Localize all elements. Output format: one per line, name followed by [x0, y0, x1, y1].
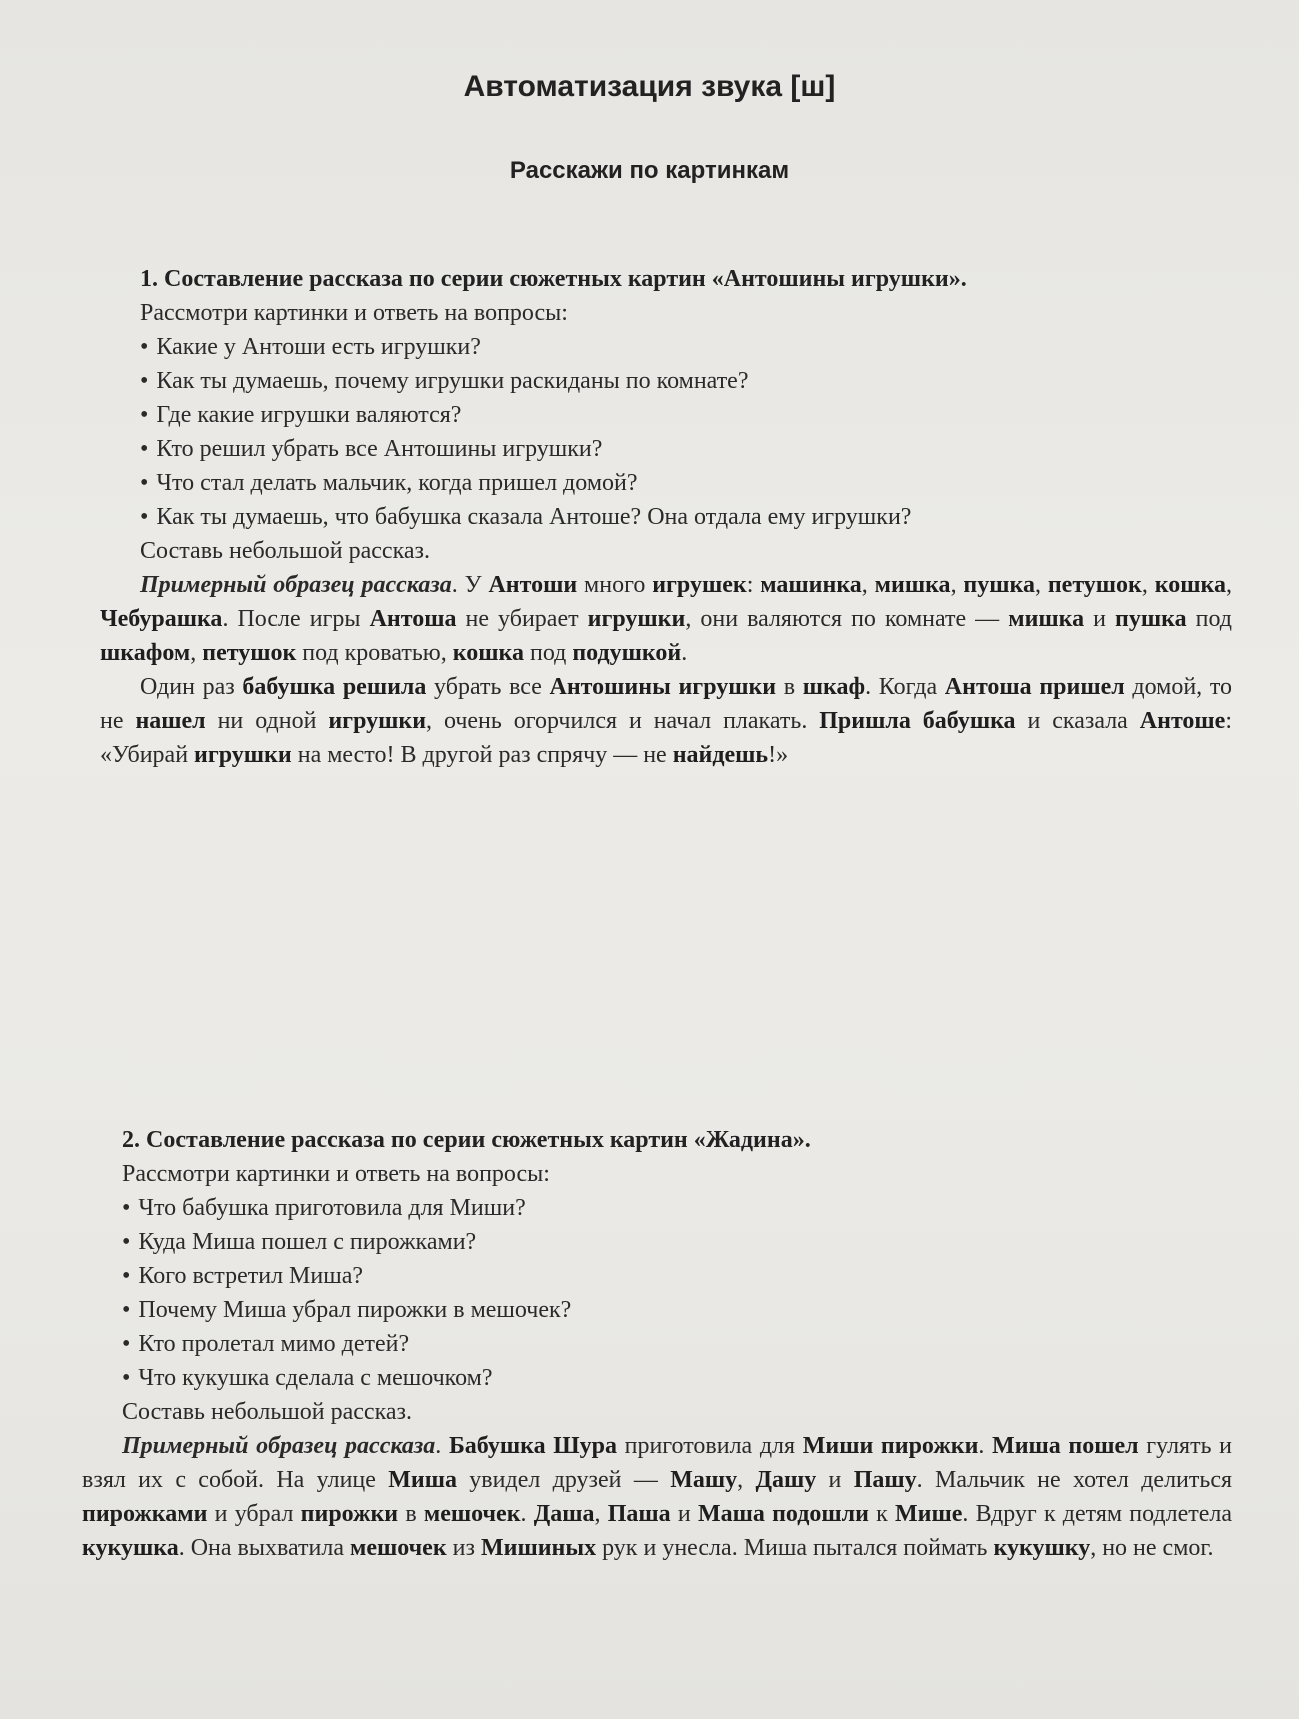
emphasized-word: кошка — [1154, 572, 1226, 598]
text-run: , — [1034, 572, 1048, 598]
sample-label: Примерный образец рассказа — [140, 572, 452, 598]
question-item: • Как ты думаешь, почему игрушки раскиданы по комнате? — [140, 364, 1232, 398]
text-run: приготовила для — [616, 1433, 803, 1459]
emphasized-word: шкаф — [802, 674, 866, 700]
question-item: • Как ты думаешь, что бабушка сказала Антоше? Она отдала ему игрушки? — [140, 500, 1232, 534]
emphasized-word: найдешь — [672, 742, 769, 768]
emphasized-word: пирожками — [82, 1501, 208, 1527]
emphasized-word: Мишиных — [480, 1535, 597, 1561]
question-item: • Где какие игрушки валяются? — [140, 398, 1232, 432]
emphasized-word: Антоша пришел — [944, 674, 1125, 700]
text-run: из — [446, 1535, 481, 1561]
exercise-1-prompt: Рассмотри картинки и ответь на вопросы: — [140, 300, 568, 326]
emphasized-word: мешочек — [423, 1501, 521, 1527]
text-run: под — [523, 640, 573, 666]
text-run: , — [950, 572, 964, 598]
text-run: на место! В другой раз спрячу — не — [291, 742, 673, 768]
text-run: убрать все — [426, 674, 550, 700]
text-run: в — [398, 1501, 424, 1527]
text-run: . У — [451, 572, 489, 598]
text-run: много — [577, 572, 653, 598]
text-run: . — [435, 1433, 449, 1459]
emphasized-word: игрушки — [587, 606, 686, 632]
text-run: , — [861, 572, 875, 598]
text-run: . — [681, 640, 688, 666]
text-run: . — [978, 1433, 993, 1459]
question-item: • Что стал делать мальчик, когда пришел домой? — [140, 466, 1232, 500]
exercise-2-prompt: Рассмотри картинки и ответь на вопросы: — [122, 1161, 550, 1187]
emphasized-word: игрушки — [194, 742, 292, 768]
exercise-2-story-paragraph-1 — [82, 1429, 1232, 1565]
emphasized-word: мишка — [874, 572, 951, 598]
emphasized-word: пушка — [963, 572, 1035, 598]
text-run: и убрал — [207, 1501, 301, 1527]
emphasized-word: мешочек — [350, 1535, 447, 1561]
text-run: и — [816, 1467, 854, 1493]
text-run: Один раз — [140, 674, 243, 700]
question-item: • Куда Миша пошел с пирожками? — [122, 1225, 1232, 1259]
text-run: рук и унесла. Миша пытался поймать — [596, 1535, 994, 1561]
page-subtitle: Расскажи по картинкам — [509, 157, 790, 184]
emphasized-word: Мише — [894, 1501, 963, 1527]
text-run: . Вдруг к детям подлетела — [962, 1501, 1233, 1527]
emphasized-word: кукушка — [82, 1535, 179, 1561]
text-run: ни одной — [205, 708, 329, 734]
text-run: увидел друзей — — [456, 1467, 671, 1493]
text-run: в — [776, 674, 803, 700]
exercise-1-story-paragraph-2 — [100, 670, 1232, 772]
emphasized-word: Бабушка Шура — [448, 1433, 617, 1459]
text-run: , — [737, 1467, 756, 1493]
emphasized-word: Пашу — [853, 1467, 917, 1493]
text-run: !» — [768, 742, 789, 768]
emphasized-word: Миши пирожки — [802, 1433, 979, 1459]
question-item: • Какие у Антоши есть игрушки? — [140, 330, 1232, 364]
emphasized-word: машинка — [760, 572, 862, 598]
emphasized-word: петушок — [202, 640, 297, 666]
emphasized-word: пирожки — [300, 1501, 399, 1527]
question-item: • Кого встретил Миша? — [122, 1259, 1232, 1293]
emphasized-word: подушкой — [572, 640, 682, 666]
text-run: и сказала — [1015, 708, 1140, 734]
exercise-1-story-paragraph-1 — [100, 568, 1232, 670]
emphasized-word: Паша — [607, 1501, 671, 1527]
text-run: , очень огорчился и начал плакать. — [426, 708, 820, 734]
text-run: домой, то не — [100, 674, 1232, 734]
exercise-2-heading: 2. Составление рассказа по серии сюжетных картин «Жадина». — [122, 1127, 811, 1153]
text-run: не убирает — [456, 606, 588, 632]
text-run: , они валяются по комнате — — [685, 606, 1009, 632]
emphasized-word: кошка — [452, 640, 524, 666]
emphasized-word: Антоши — [488, 572, 578, 598]
text-run: . — [520, 1501, 534, 1527]
emphasized-word: нашел — [135, 708, 206, 734]
emphasized-word: петушок — [1047, 572, 1142, 598]
text-run: : — [746, 572, 761, 598]
question-item: • Что бабушка приготовила для Миши? — [122, 1191, 1232, 1225]
emphasized-word: Чебурашка — [100, 606, 223, 632]
text-run: , но не смог. — [1090, 1535, 1214, 1561]
emphasized-word: Антоша — [369, 606, 457, 632]
exercise-2-questions — [82, 1191, 1232, 1395]
text-run: к — [868, 1501, 895, 1527]
emphasized-word: мишка — [1008, 606, 1085, 632]
emphasized-word: шкафом — [100, 640, 191, 666]
text-run: . Мальчик не хотел делиться — [916, 1467, 1233, 1493]
emphasized-word: Даша — [533, 1501, 595, 1527]
text-run: . Когда — [865, 674, 945, 700]
emphasized-word: пушка — [1115, 606, 1187, 632]
text-run: , — [1226, 572, 1232, 598]
exercise-1-compose: Составь небольшой рассказ. — [140, 538, 430, 564]
text-run: , — [594, 1501, 608, 1527]
emphasized-word: Антошины игрушки — [549, 674, 777, 700]
text-run: под кроватью, — [296, 640, 453, 666]
sample-label: Примерный образец рассказа — [122, 1433, 436, 1459]
emphasized-word: Антоше — [1139, 708, 1226, 734]
exercise-1-heading: 1. Составление рассказа по серии сюжетных картин «Антошины игрушки». — [140, 266, 967, 292]
emphasized-word: Машу — [670, 1467, 738, 1493]
question-item: • Почему Миша убрал пирожки в мешочек? — [122, 1293, 1232, 1327]
question-item: • Что кукушка сделала с мешочком? — [122, 1361, 1232, 1395]
exercise-1 — [100, 262, 1232, 772]
emphasized-word: игрушки — [328, 708, 427, 734]
emphasized-word: Миша пошел — [992, 1433, 1139, 1459]
emphasized-word: Миша — [388, 1467, 457, 1493]
emphasized-word: игрушек — [652, 572, 747, 598]
page-title: Автоматизация звука [ш] — [463, 70, 836, 103]
exercise-2 — [82, 1123, 1232, 1565]
question-item: • Кто пролетал мимо детей? — [122, 1327, 1232, 1361]
text-run: , — [1141, 572, 1155, 598]
emphasized-word: Дашу — [755, 1467, 817, 1493]
text-run: . После игры — [222, 606, 370, 632]
exercise-1-questions — [100, 330, 1232, 534]
text-run: и — [1084, 606, 1116, 632]
emphasized-word: Маша подошли — [697, 1501, 869, 1527]
text-run: гулять и взял их с собой. На улице — [82, 1433, 1233, 1493]
emphasized-word: Пришла бабушка — [819, 708, 1016, 734]
text-run: под — [1186, 606, 1233, 632]
question-item: • Кто решил убрать все Антошины игрушки? — [140, 432, 1232, 466]
emphasized-word: бабушка решила — [242, 674, 427, 700]
text-run: и — [670, 1501, 698, 1527]
text-run: : «Убирай — [100, 708, 1232, 768]
text-run: . Она выхватила — [178, 1535, 350, 1561]
exercise-2-compose: Составь небольшой рассказ. — [122, 1399, 412, 1425]
text-run: , — [190, 640, 203, 666]
emphasized-word: кукушку — [993, 1535, 1091, 1561]
